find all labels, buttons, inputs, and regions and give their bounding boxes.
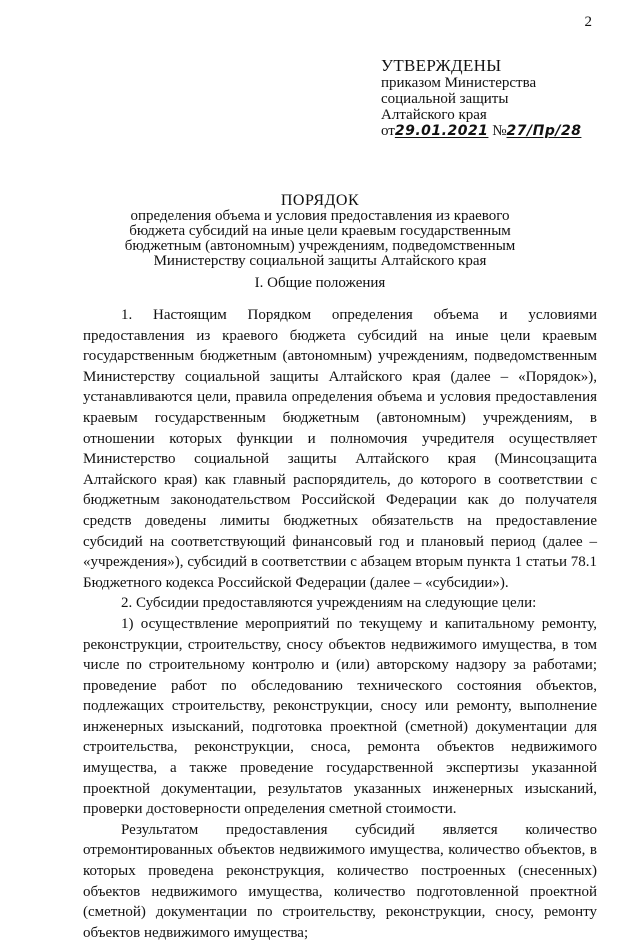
page-number: 2: [584, 14, 592, 30]
order-date-number: [381, 123, 621, 139]
approval-line: социальной защиты: [381, 91, 509, 107]
document-title: [120, 193, 520, 269]
date-prefix: от: [381, 123, 395, 139]
handwritten-date: 29.01.2021: [394, 123, 489, 139]
document-title-line: бюджета субсидий на иные цели краевым государственным: [129, 223, 511, 239]
document-title-line: определения объема и условия предоставления из краевого: [130, 208, 510, 224]
document-title-line: Министерству социальной защиты Алтайского края: [153, 253, 487, 269]
section-heading: I. Общие положения: [254, 275, 386, 291]
document-title-line: бюджетным (автономным) учреждениям, подведомственным: [124, 238, 516, 254]
body-text: [83, 305, 597, 943]
paragraph: Результатом предоставления субсидий является количество отремонтированных объектов недвижимого имущества, количество объектов, в которых проведена реконструкция, количество построенных (снесенных) объектов недвижимого имущества, количество подготовленной проектной (сметной) документации по строительству, реконструкции, сносу, ремонту объектов недвижимого имущества;: [83, 821, 597, 941]
approval-title: УТВЕРЖДЕНЫ: [381, 56, 502, 75]
paragraph: 1. Настоящим Порядком определения объема и условиями предоставления из краевого бюджета субсидий на иные цели краевым государственным бюджетным (автономным) учреждениям, подведомственным Министерству социальной защиты Алтайского края (далее – «Порядок»), устанавливаются цели, правила определения объема и условия предоставления краевым государственным бюджетным (автономным) учреждениям, в отношении которых функции и полномочия учредителя осуществляет Министерство социальной защиты Алтайского края (Минсоцзащита Алтайского края) как главный распорядитель, до которого в соответствии с бюджетным законодательством Российской Федерации как до получателя средств доведены лимиты бюджетных обязательств на предоставление субсидий на соответствующий финансовый год и плановый период (далее – «учреждения»), субсидий в соответствии с абзацем вторым пункта 1 статьи 78.1 Бюджетного кодекса Российской Федерации (далее – «субсидии»).: [83, 307, 597, 591]
approval-line: Алтайского края: [381, 107, 487, 123]
handwritten-order-number: 27/Пр/28: [506, 123, 582, 139]
approval-block: [381, 58, 621, 139]
paragraph: 2. Субсидии предоставляются учреждениям на следующие цели:: [121, 595, 537, 612]
document-title-main: ПОРЯДОК: [280, 192, 360, 209]
approval-line: приказом Министерства: [381, 75, 537, 91]
number-prefix: №: [492, 123, 507, 139]
paragraph: 1) осуществление мероприятий по текущему и капитальному ремонту, реконструкции, строительству, сносу объектов недвижимого имущества, в том числе по строительному контролю и (или) авторскому надзору за работами; проведение работ по обследованию технического состояния объектов, подлежащих строительству, реконструкции, сносу или ремонту, выполнение инженерных изысканий, подготовка проектной (сметной) документации для строительства, реконструкции, сноса, ремонта объектов недвижимого имущества, а также проведение государственной экспертизы указанной проектной документации, результатов указанных инженерных изысканий, проверки достоверности определения сметной стоимости.: [83, 615, 597, 818]
